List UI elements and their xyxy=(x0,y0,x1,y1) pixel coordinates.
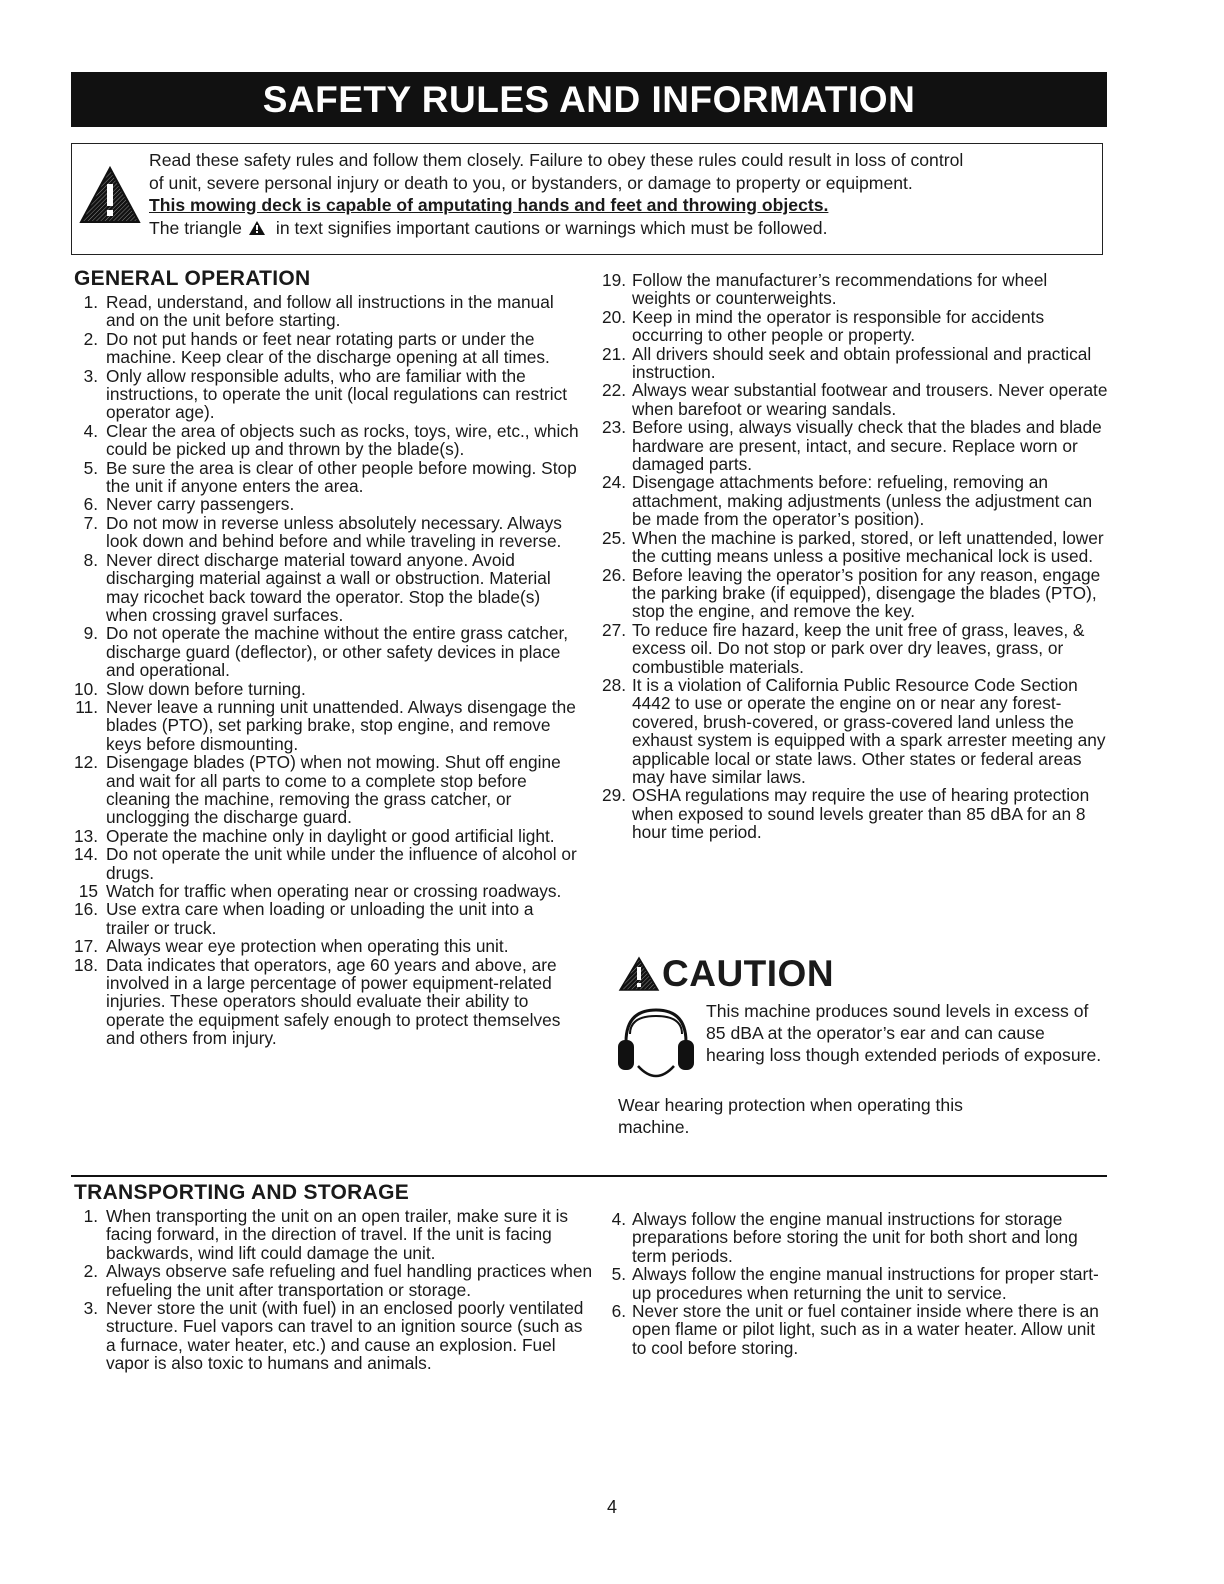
rule-text: Always follow the engine manual instructions for proper start-up procedures when returning the unit to service. xyxy=(632,1264,1099,1303)
rule-number: 17. xyxy=(73,936,98,957)
rule-item xyxy=(596,621,1108,676)
rule-number: 4. xyxy=(83,420,98,441)
rule-number: 6. xyxy=(611,1301,626,1322)
rule-item xyxy=(596,381,1108,418)
notice-line: Read these safety rules and follow them closely. Failure to obey these rules could result in loss of control xyxy=(149,150,964,170)
rule-item xyxy=(74,551,580,625)
notice-line-part: The triangle xyxy=(149,217,242,238)
rule-item xyxy=(74,680,580,698)
rule-text: All drivers should seek and obtain professional and practical instruction. xyxy=(632,343,1092,383)
rule-number: 18. xyxy=(73,954,98,975)
rule-number: 6. xyxy=(83,494,98,515)
rule-text: Follow the manufacturer’s recommendations for wheel weights or counterweights. xyxy=(632,270,1048,309)
general-operation-right-column xyxy=(596,271,1108,842)
rule-number: 28. xyxy=(601,674,626,695)
rule-text: Disengage attachments before: refueling, removing an attachment, making adjustments (unless the adjustment can be made from the operator’s position). xyxy=(632,472,1093,530)
rule-text: Read, understand, and follow all instructions in the manual and on the unit before starting. xyxy=(106,292,554,331)
caution-title: CAUTION xyxy=(662,953,835,994)
rule-item xyxy=(596,529,1108,566)
rule-number: 26. xyxy=(601,564,626,585)
rule-number: 21. xyxy=(601,343,626,364)
rule-list xyxy=(74,293,580,1048)
rule-text: It is a violation of California Public Resource Code Section 4442 to use or operate the engine on or near any forest-covered, brush-covered, or grass-covered land unless the exhaust system is equipped with a spark arrester meeting any applicable local or state laws. Other states or federal areas may have similar laws. xyxy=(632,674,1106,787)
rule-item xyxy=(596,473,1108,528)
rule-text: Before leaving the operator’s position for any reason, engage the parking brake (if equipped), disengage the blades (PTO), stop the engine, and remove the key. xyxy=(632,564,1101,622)
page-title: SAFETY RULES AND INFORMATION xyxy=(262,78,916,120)
rule-number: 14. xyxy=(73,844,98,865)
rule-item xyxy=(604,1265,1104,1302)
page-number: 4 xyxy=(606,1497,617,1517)
rule-number: 15 xyxy=(78,881,98,901)
rule-list xyxy=(74,1207,594,1373)
rule-item xyxy=(74,1299,594,1373)
transport-right-column xyxy=(604,1210,1104,1357)
rule-item xyxy=(596,676,1108,786)
rule-text: Clear the area of objects such as rocks, toys, wire, etc., which could be picked up and thrown by the blade(s). xyxy=(106,420,579,460)
rule-text: Never carry passengers. xyxy=(106,494,295,515)
rule-text: Do not operate the machine without the entire grass catcher, discharge guard (deflector), or other safety devices in place and operational. xyxy=(106,623,569,681)
rule-text: Always wear substantial footwear and trousers. Never operate when barefoot or wearing sandals. xyxy=(632,380,1108,419)
rule-text: Do not operate the unit while under the influence of alcohol or drugs. xyxy=(106,844,577,883)
rule-item xyxy=(74,753,580,827)
caution-text: This machine produces sound levels in excess of 85 dBA at the operator’s ear and can cause hearing loss though extended periods of exposure. xyxy=(706,1001,1102,1065)
rule-number: 9. xyxy=(83,623,98,644)
rule-text: Use extra care when loading or unloading the unit into a trailer or truck. xyxy=(106,899,534,938)
caution-block xyxy=(618,954,1108,1138)
rule-number: 5. xyxy=(611,1264,626,1285)
section-divider xyxy=(71,1175,1107,1177)
rule-item xyxy=(74,698,580,753)
rule-number: 11. xyxy=(75,696,98,717)
rule-number: 25. xyxy=(601,527,626,548)
rule-text: Operate the machine only in daylight or good artificial light. xyxy=(106,825,555,846)
caution-note: Wear hearing protection when operating this machine. xyxy=(618,1095,963,1137)
rule-text: Slow down before turning. xyxy=(106,678,306,699)
rule-number: 2. xyxy=(83,1261,98,1282)
rule-number: 20. xyxy=(601,306,626,327)
rule-item xyxy=(74,514,580,551)
rule-number: 29. xyxy=(601,785,626,806)
notice-line-part: in text signifies important cautions or warnings which must be followed. xyxy=(275,217,828,238)
rule-item xyxy=(74,1262,594,1299)
rule-text: Data indicates that operators, age 60 years and above, are involved in a large percentage of power equipment-related injuries. These operators should evaluate their ability to operate the equipment safely enough to protect themselves and others from injury. xyxy=(106,954,561,1049)
rule-item xyxy=(74,900,580,937)
rule-item xyxy=(74,422,580,459)
section-heading: GENERAL OPERATION xyxy=(74,267,311,290)
rule-item xyxy=(74,937,580,955)
notice-triangle-line xyxy=(149,217,1094,240)
rule-number: 2. xyxy=(83,328,98,349)
rule-number: 3. xyxy=(83,365,98,386)
rule-number: 22. xyxy=(601,380,626,401)
rule-number: 5. xyxy=(83,457,98,478)
rule-number: 16. xyxy=(73,899,98,920)
rule-text: Never direct discharge material toward anyone. Avoid discharging material against a wall or obstruction. Material may ricochet back toward the operator. Stop the blade(s) when crossing gravel surfaces. xyxy=(106,549,551,625)
rule-item xyxy=(596,418,1108,473)
notice-text xyxy=(149,149,1094,239)
rule-list xyxy=(604,1210,1104,1357)
warning-triangle-icon xyxy=(79,166,141,224)
caution-header xyxy=(618,954,1108,994)
rule-item xyxy=(74,367,580,422)
rule-number: 23. xyxy=(601,417,626,438)
hearing-protection-icon xyxy=(616,1004,696,1086)
rule-item xyxy=(604,1210,1104,1265)
rule-text: Do not put hands or feet near rotating parts or under the machine. Keep clear of the discharge opening at all times. xyxy=(106,328,550,368)
rule-text: Never leave a running unit unattended. Always disengage the blades (PTO), set parking brake, stop engine, and remove keys before dismounting. xyxy=(106,696,576,754)
rule-number: 1. xyxy=(83,292,98,312)
rule-item xyxy=(596,308,1108,345)
notice-line: of unit, severe personal injury or death to you, or bystanders, or damage to property or equipment. xyxy=(149,172,913,193)
rule-text: Never store the unit (with fuel) in an enclosed poorly ventilated structure. Fuel vapors can travel to an ignition source (such as a furnace, water heater, etc.) and cause an explosion. Fuel vapor is also toxic to humans and animals. xyxy=(106,1298,584,1374)
rule-item xyxy=(74,1207,594,1262)
rule-number: 7. xyxy=(83,512,98,533)
rule-number: 12. xyxy=(73,752,98,773)
rule-item xyxy=(74,293,580,330)
rule-text: When transporting the unit on an open trailer, make sure it is facing forward, in the direction of travel. If the unit is facing backwards, wind lift could damage the unit. xyxy=(106,1206,569,1263)
rule-text: Always follow the engine manual instructions for storage preparations before storing the unit for both short and long term periods. xyxy=(632,1209,1078,1266)
rule-item xyxy=(74,495,580,513)
transport-left-column xyxy=(74,1181,594,1373)
rule-text: Disengage blades (PTO) when not mowing. Shut off engine and wait for all parts to come to a complete stop before cleaning the machine, removing the grass catcher, or unclogging the discharge guard. xyxy=(106,752,561,828)
rule-number: 8. xyxy=(83,549,98,570)
warning-triangle-icon xyxy=(248,220,266,236)
rule-text: OSHA regulations may require the use of hearing protection when exposed to sound levels greater than 85 dBA for an 8 hour time period. xyxy=(632,785,1090,843)
section-heading: TRANSPORTING AND STORAGE xyxy=(74,1181,410,1204)
rule-number: 27. xyxy=(601,619,626,640)
rule-item xyxy=(74,827,580,845)
rule-item xyxy=(74,459,580,496)
rule-number: 13. xyxy=(73,825,98,846)
rule-text: Never store the unit or fuel container inside where there is an open flame or pilot light, such as in a water heater. Allow unit to cool before storing. xyxy=(632,1301,1099,1358)
rule-item xyxy=(74,330,580,367)
rule-text: Keep in mind the operator is responsible for accidents occurring to other people or property. xyxy=(632,306,1045,346)
rule-number: 1. xyxy=(83,1206,98,1226)
rule-item xyxy=(74,882,580,900)
warning-triangle-icon xyxy=(618,956,660,992)
rule-text: Be sure the area is clear of other people before mowing. Stop the unit if anyone enters the area. xyxy=(106,457,577,497)
rule-item xyxy=(596,566,1108,621)
rule-text: Always wear eye protection when operating this unit. xyxy=(106,936,509,957)
safety-notice-box xyxy=(71,143,1103,255)
rule-item xyxy=(74,624,580,679)
rule-text: Watch for traffic when operating near or crossing roadways. xyxy=(106,881,562,901)
caution-body xyxy=(618,1000,1108,1090)
rule-text: Before using, always visually check that the blades and blade hardware are present, intact, and secure. Replace worn or damaged parts. xyxy=(632,417,1102,475)
rule-text: Only allow responsible adults, who are familiar with the instructions, to operate the unit (local regulations can restrict operator age). xyxy=(106,365,568,423)
rule-number: 24. xyxy=(601,472,626,493)
rule-list xyxy=(596,271,1108,842)
rule-text: When the machine is parked, stored, or left unattended, lower the cutting means unless a positive mechanical lock is used. xyxy=(632,527,1104,567)
rule-item xyxy=(596,786,1108,841)
rule-item xyxy=(596,271,1108,308)
rule-item xyxy=(74,845,580,882)
rule-item xyxy=(74,956,580,1048)
rule-number: 3. xyxy=(83,1298,98,1319)
rule-text: To reduce fire hazard, keep the unit free of grass, leaves, & excess oil. Do not stop or park over dry leaves, grass, or combustible materials. xyxy=(632,619,1085,677)
rule-text: Always observe safe refueling and fuel handling practices when refueling the unit after transportation or storage. xyxy=(106,1261,593,1300)
page-title-banner xyxy=(71,72,1107,127)
rule-number: 19. xyxy=(601,270,626,290)
rule-item xyxy=(604,1302,1104,1357)
rule-number: 10. xyxy=(73,678,98,699)
rule-text: Do not mow in reverse unless absolutely necessary. Always look down and behind before and while traveling in reverse. xyxy=(106,512,562,552)
rule-number: 4. xyxy=(611,1209,626,1229)
rule-item xyxy=(596,345,1108,382)
notice-amputation-warning: This mowing deck is capable of amputating hands and feet and throwing objects. xyxy=(149,195,829,215)
general-operation-left-column xyxy=(74,267,580,1048)
